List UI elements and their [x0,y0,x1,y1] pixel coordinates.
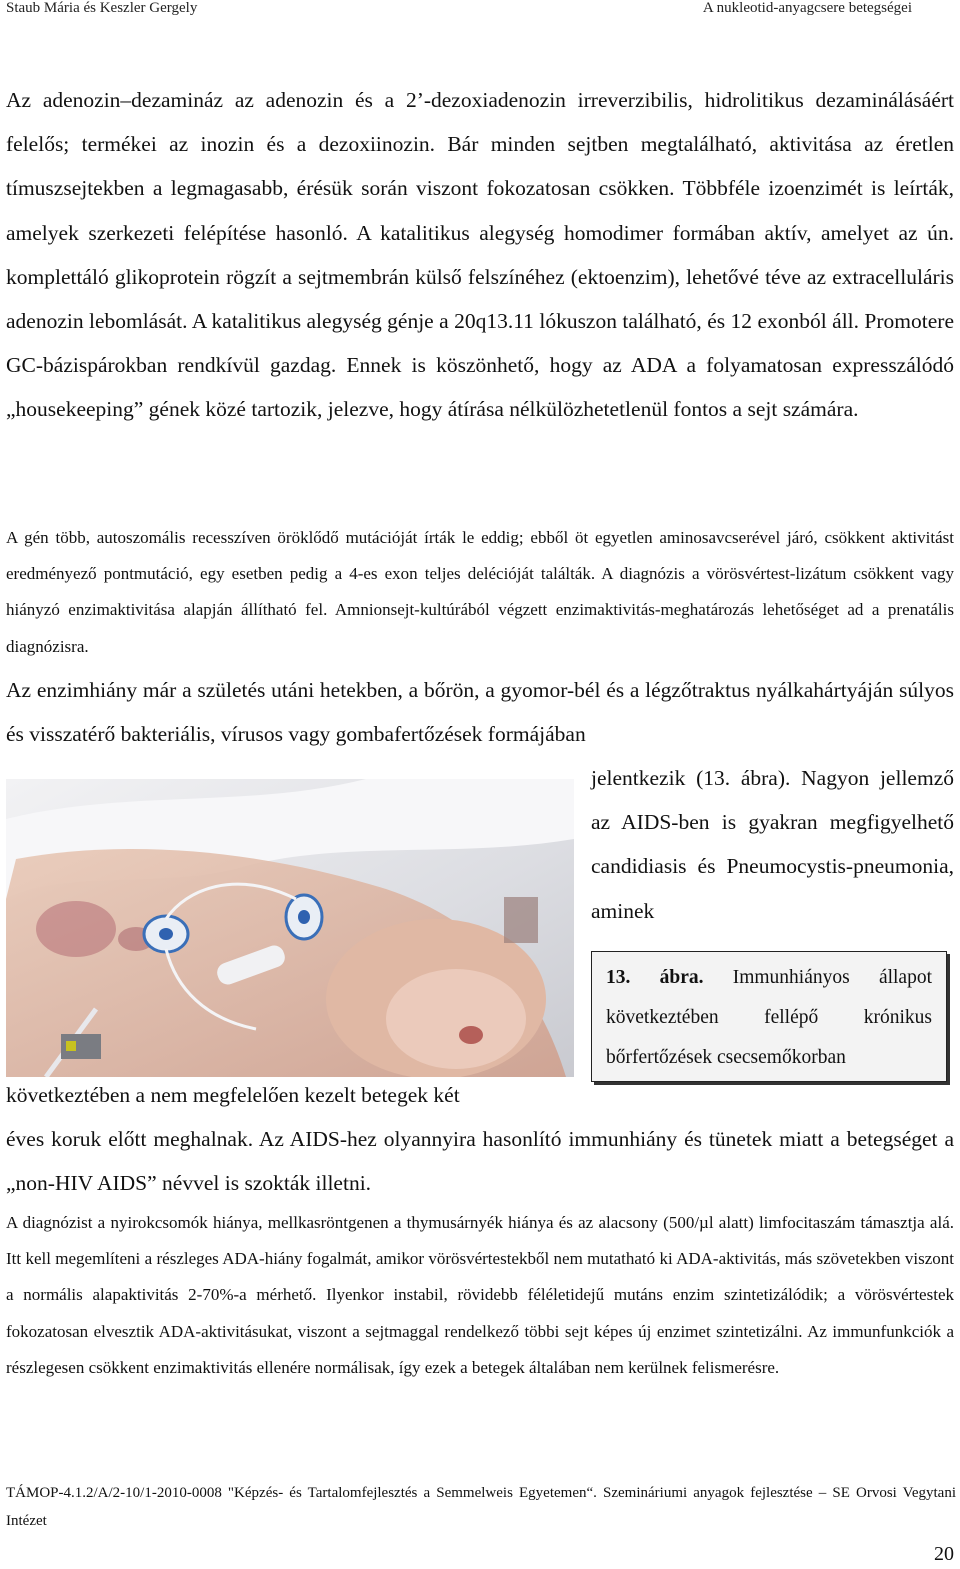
page-number: 20 [934,1543,954,1565]
footer-project-note: TÁMOP-4.1.2/A/2-10/1-2010-0008 "Képzés- és Tartalomfejlesztés a Semmelweis Egyetemen“. Szemináriumi anyagok fejlesztése – SE Orvosi Vegytani Intézet [6,1485,956,1529]
running-header-authors: Staub Mária és Keszler Gergely [6,0,198,16]
paragraph-ada-function: Az adenozin–dezamináz az adenozin és a 2’-dezoxiadenozin irreverzibilis, hidrolitikus dezaminálásáért felelős; termékei az inozin és a dezoxiinozin. Bár minden sejtben megtalálható, aktivitása az éretlen tímuszsejtekben a legmagasabb, érésük során viszont fokozatosan csökken. Többféle izoenzimét is leírták, amelyek szerkezeti felépítése hasonló. A katalitikus alegység homodimer formában aktív, amelyet az ún. komplettáló glikoprotein rögzít a sejtmembrán külső felszínéhez (ektoenzim), lehetővé téve az extracelluláris adenozin lebomlását. A katalitikus alegység génje a 20q13.11 lókuszon található, és 12 exonból áll. Promotere GC-bázispárokban rendkívül gazdag. Ennek is köszönhető, hogy az ADA a folyamatosan expresszálódó „housekeeping” gének közé tartozik, jelezve, hogy átírása nélkülözhetetlenül fontos a sejt számára. [6,88,954,422]
paragraph-symptoms-end: éves koruk előtt meghalnak. Az AIDS-hez olyannyira hasonlító immunhiány és tünetek miatt a betegséget a „non-HIV AIDS” névvel is szokták illetni. [6,1127,954,1196]
figure-13-caption [591,951,947,1082]
paragraph-symptoms-below-photo: következtében a nem megfelelően kezelt betegek két [6,1083,460,1107]
infant-patient-photo [6,779,574,1077]
paragraph-diagnosis: A diagnózist a nyirokcsomók hiánya, mellkasröntgenen a thymusárnyék hiánya és az alacsony (500/µl alatt) limfocitaszám támasztja alá. Itt kell megemlíteni a részleges ADA-hiány fogalmát, amikor vörösvértestekből nem mutatható ki ADA-aktivitás, más szövetekben viszont a normális alapaktivitás 2-70%-a mérhető. Ilyenkor instabil, rövidebb féléletidejű mutáns enzim szintetizálódik; a vörösvértestek fokozatosan elvesztik ADA-aktivitásukat, viszont a sejtmaggal rendelkező többi sejt képes új enzimet szintetizálni. Az immunfunkciók a részlegesen csökkent enzimaktivitás ellenére normálisak, így ezek a betegek általában nem kerülnek felismerésre. [6,1213,954,1377]
figure-label: 13. ábra. [606,967,704,988]
figure-caption-text: Immunhiányos állapot következtében fellépő krónikus bőrfertőzések csecsemőkorban [606,967,933,1068]
paragraph-symptoms-intro: Az enzimhiány már a születés utáni hetekben, a bőrön, a gyomor-bél és a légzőtraktus nyálkahártyáján súlyos és visszatérő bakteriális, vírusos vagy gombafertőzések formájában [6,678,954,747]
running-header-title: A nukleotid-anyagcsere betegségei [702,0,912,16]
paragraph-gene-mutations: A gén több, autoszomális recesszíven öröklődő mutációját írták le eddig; ebből öt egyetlen aminosavcserével járó, csökkent aktivitást eredményező pontmutáció, egy esetben pedig a 4-es exon teljes delécióját találták. A diagnózis a vörösvértest-lizátum csökkent vagy hiányzó enzimaktivitása alapján állítható fel. Amnionsejt-kultúrából végzett enzimaktivitás-meghatározás lehetőséget ad a prenatális diagnózisra. [6,528,954,656]
paragraph-symptoms-beside-photo: jelentkezik (13. ábra). Nagyon jellemző az AIDS-ben is gyakran megfigyelhető candidiasis és Pneumocystis-pneumonia, aminek [591,766,954,923]
